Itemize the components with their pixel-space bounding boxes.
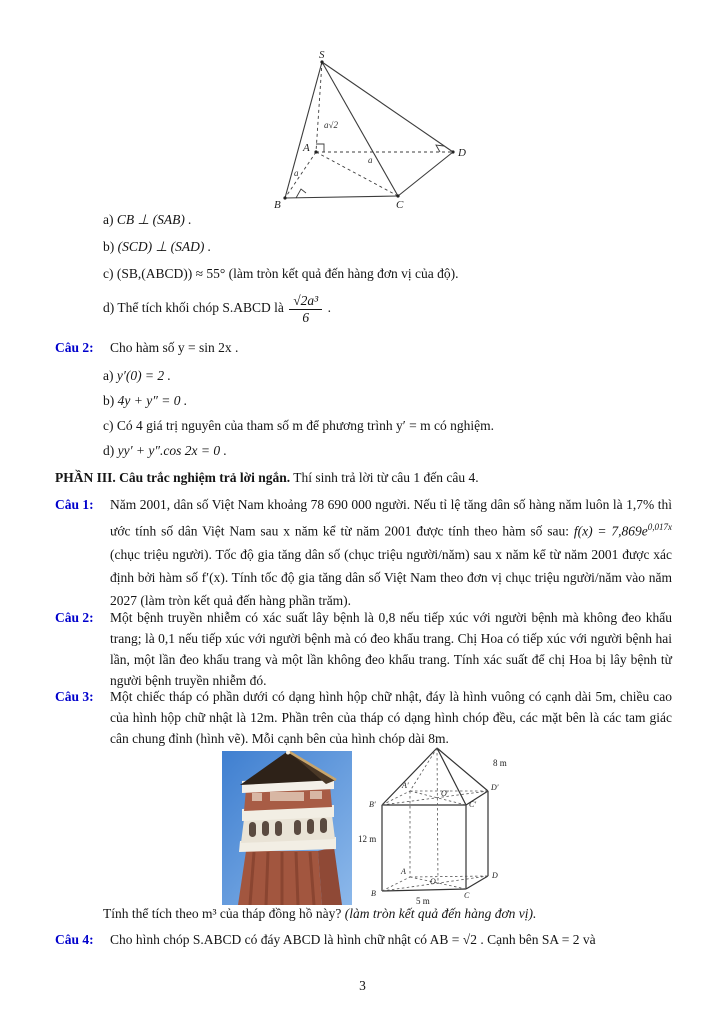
question-text-segment: Năm 2001, dân số Việt Nam khoảng 78 690 000 người. Nếu tỉ lệ tăng dân số hàng năm luôn là 1,7% thì ước tính số dân Việt Nam sau x năm kể từ năm 2001 được tính theo hàm số sau: [110,497,672,539]
figure1-ab-label: a [294,168,299,178]
question-text [110,493,672,612]
figure1-height-label: a√2 [324,120,338,130]
item-marker: b) [103,239,115,254]
pyramid-figure [268,50,468,210]
caption-note: (làm tròn kết quả đến hàng đơn vị). [344,906,537,921]
figure1-label-D: D [458,147,466,159]
list-item [103,363,672,388]
question1-items [103,206,672,325]
question-text-segment: (chục triệu người). Tốc độ gia tăng dân số (chục triệu người/năm) sau x năm kể từ năm 2001 được xác định bởi hàm số f′(x). Tính tốc độ gia tăng dân số Việt Nam theo đơn vị chục triệu người/năm vào năm 2027 (làm tròn kết quả đến hàng phần trăm). [110,546,672,608]
item-text: (SB,(ABCD)) ≈ 55° (làm tròn kết quả đến hàng đơn vị của độ). [116,266,459,281]
item-text: (SCD) ⊥ (SAD) . [117,239,212,254]
figure-caption [103,906,672,922]
item-marker: a) [103,212,114,227]
formula-base: f(x) = 7,869e [573,523,648,539]
item-marker: b) [103,393,115,408]
part3-header-title: PHẦN III. Câu trắc nghiệm trả lời ngắn. [55,470,291,485]
item-marker: c) [103,418,114,433]
question-text: Một bệnh truyền nhiễm có xác suất lây bệnh là 0,8 nếu tiếp xúc với người bệnh mà không đeo khẩu trang; là 0,1 nếu tiếp xúc với người bệnh mà có đeo khẩu trang. Chị Hoa có tiếp xúc với người bệnh hai lần, một lần đeo khẩu trang và một lần không đeo khẩu trang. Tính xác suất để chị Hoa bị lây bệnh từ người bệnh truyền nhiễm đó. [110,610,672,688]
page-number: 3 [359,978,366,993]
list-item [103,388,672,413]
list-item [103,206,672,233]
item-text: 4y + y″ = 0 . [117,393,188,408]
item-marker: c) [103,266,114,281]
item-text: Có 4 giá trị nguyên của tham số m để phương trình y′ = m có nghiệm. [116,418,494,433]
figure2-edge-label: 8 m [493,758,507,768]
figure1-ad-label: a [368,155,373,165]
question-label: Câu 4: [55,932,94,947]
item-marker: d) [103,443,115,458]
list-item [103,413,672,438]
item-marker: d) [103,300,115,316]
list-item [103,233,672,260]
question-label: Câu 3: [55,689,94,704]
figure1-label-C: C [396,199,404,210]
item-text: CB ⊥ (SAB) . [116,212,192,227]
caption-text: Tính thể tích theo m³ của tháp đồng hồ này? [103,906,345,921]
figure2-height-label: 12 m [358,834,377,844]
list-item [103,293,672,325]
part3-header [55,470,672,486]
question-cau2-items [103,363,672,463]
figure2-base-label: 5 m [416,896,430,906]
question-text: Cho hình chóp S.ABCD có đáy ABCD là hình chữ nhật có AB = √2 . Cạnh bên SA = 2 và [110,932,596,947]
figure2-label-Bp: B′ [369,800,376,809]
question-cau1-part3 [55,493,672,612]
item-text: y′(0) = 2 . [116,368,171,383]
item-text: yy′ + y″.cos 2x = 0 . [117,443,227,458]
figure1-label-B: B [274,199,281,210]
item-marker: a) [103,368,114,383]
question-cau2-part2 [55,340,672,356]
item-text: Thể tích khối chóp S.ABCD là [117,300,284,316]
part3-header-subtitle: Thí sinh trả lời từ câu 1 đến câu 4. [290,470,479,485]
list-item [103,438,672,463]
figure2-label-C: C [464,891,470,900]
figure2-label-Cp: C′ [469,800,477,809]
question-text: Một chiếc tháp có phần dưới có dạng hình hộp chữ nhật, đáy là hình vuông có cạnh dài 5m, chiều cao của hình hộp chữ nhật là 12m. Phần trên của tháp có dạng hình chóp đều, các mặt bên là các tam giác cân chung đỉnh (hình vẽ). Mỗi cạnh bên của hình chóp dài 8m. [110,689,672,746]
question-label: Câu 2: [55,610,94,625]
figure2-label-O: O [430,877,436,886]
question-cau2-part3 [55,607,672,691]
tower-prism-diagram [356,744,528,908]
fraction-numerator: √2a³ [289,293,322,310]
question-cau4-part3 [55,929,672,950]
question-label: Câu 2: [55,340,94,355]
item-text: . [327,300,331,316]
figure2-label-Ap: A′ [402,781,409,790]
figure1-label-S: S [319,50,325,61]
formula-exponent: 0,017x [647,522,672,532]
figure2-label-Op: O′ [441,789,449,798]
figure2-label-A: A [401,867,406,876]
figure2-label-B: B [371,889,376,898]
tower-photo [222,751,352,905]
list-item [103,260,672,287]
question-cau3-part3 [55,686,672,749]
fraction [289,293,322,325]
figure2-label-D: D [492,871,498,880]
fraction-denominator: 6 [302,309,310,325]
figure2-label-Dp: D′ [491,783,499,792]
question-intro: Cho hàm số y = sin 2x . [110,340,239,355]
question-label: Câu 1: [55,497,94,512]
figure1-label-A: A [303,142,310,154]
